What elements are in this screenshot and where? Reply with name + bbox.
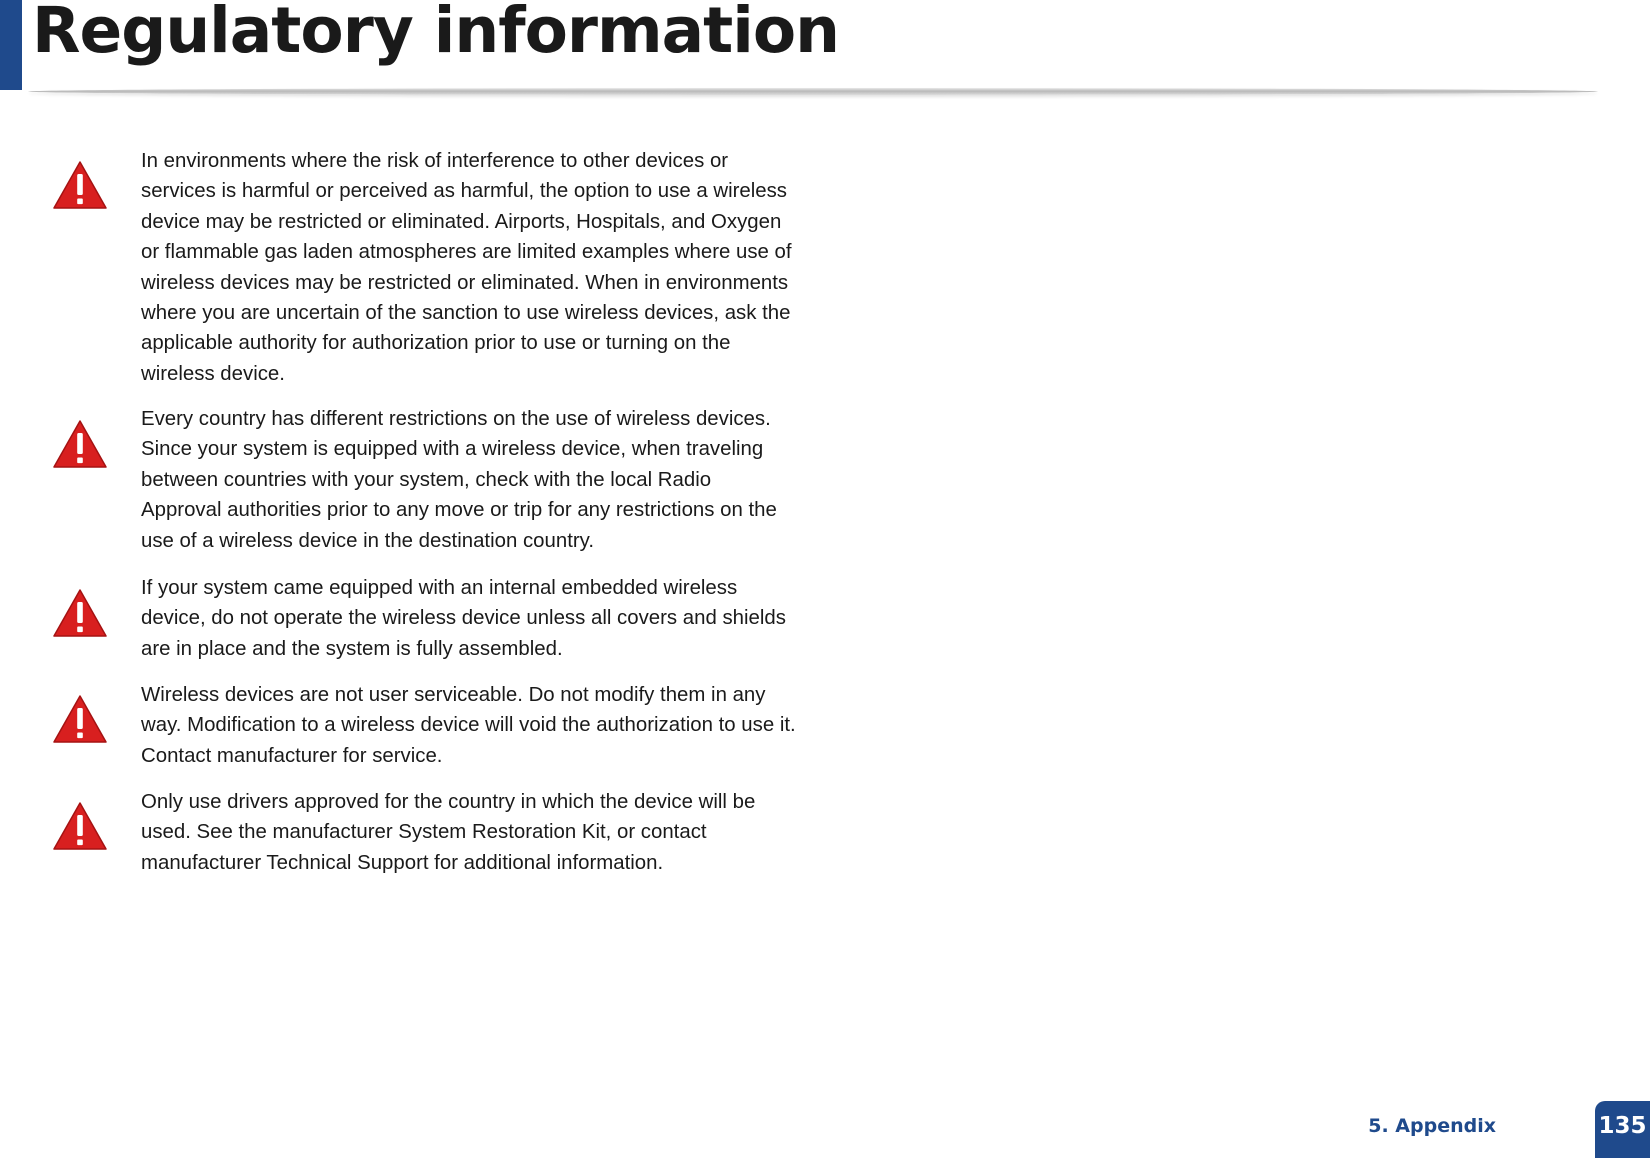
warning-icon — [52, 588, 108, 638]
warning-icon — [52, 160, 108, 210]
warning-icon — [52, 419, 108, 469]
warning-text: Only use drivers approved for the country in which the device will be used. See the manufacturer System Restoration Kit, or contact manufacturer Technical Support for additional information. — [141, 791, 756, 874]
warning-text: Every country has different restrictions on the use of wireless devices. Since your system is equipped with a wireless device, when traveling between countries with your system, check with the local Radio Approval authorities prior to any move or trip for any restrictions on the use of a wireless device in the destination country. — [141, 408, 777, 552]
footer-section-label: 5. Appendix — [1368, 1115, 1496, 1137]
warning-icon — [52, 694, 108, 744]
title-accent-bar — [0, 0, 22, 90]
warning-text: In environments where the risk of interference to other devices or services is harmful or perceived as harmful, the option to use a wireless device may be restricted or eliminated. Airports, Hospitals, and Oxygen or flammable gas laden atmospheres are limited examples where use of wireless devices may be restricted or eliminated. When in environments where you are uncertain of the sanction to use wireless devices, ask the applicable authority for authorization prior to use or turning on the wireless device. — [141, 150, 792, 385]
warning-text: Wireless devices are not user serviceable. Do not modify them in any way. Modification to a wireless device will void the authorization to use it. Contact manufacturer for service. — [141, 684, 796, 767]
warning-icon — [52, 801, 108, 851]
warning-text: If your system came equipped with an internal embedded wireless device, do not operate the wireless device unless all covers and shields are in place and the system is fully assembled. — [141, 577, 786, 660]
page-number-badge: 135 — [1595, 1101, 1650, 1158]
title-divider — [28, 88, 1598, 95]
page-title: Regulatory information — [32, 0, 839, 67]
